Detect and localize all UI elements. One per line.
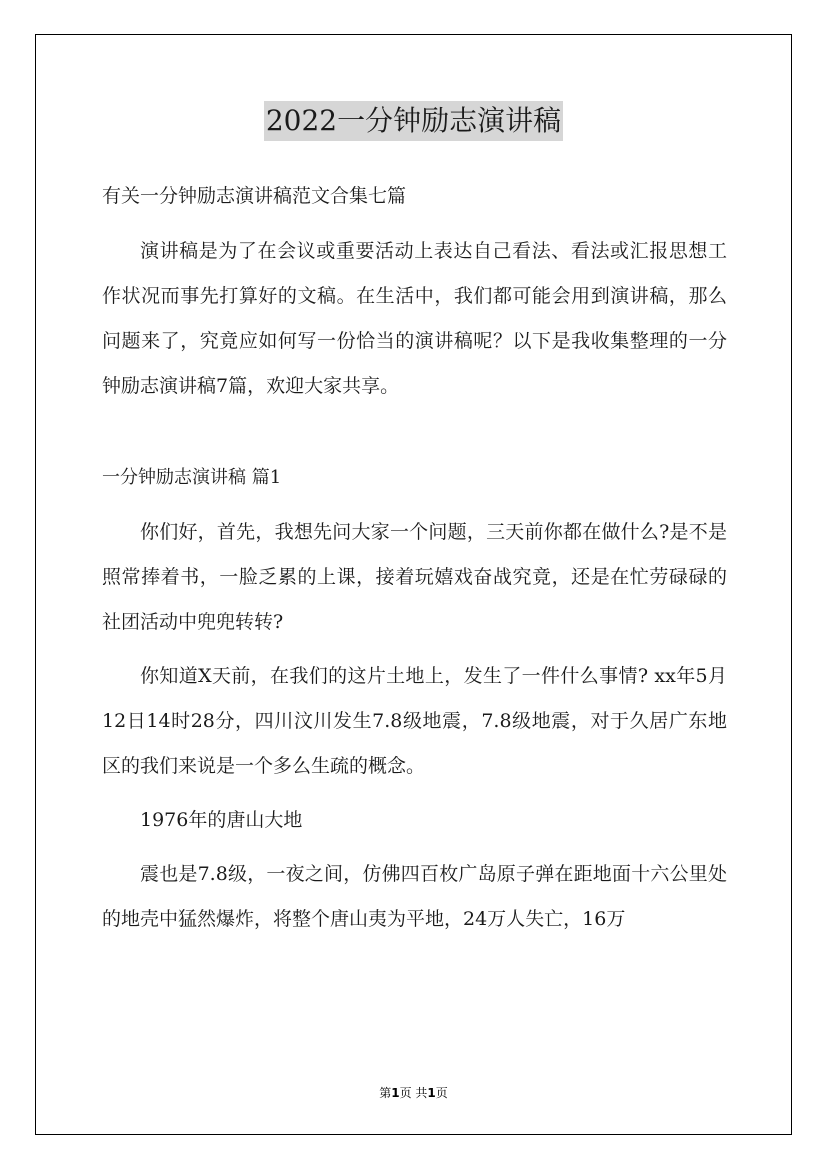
document-subtitle: 有关一分钟励志演讲稿范文合集七篇 (102, 185, 407, 207)
intro-paragraph: 演讲稿是为了在会议或重要活动上表达自己看法、看法或汇报思想工作状况而事先打算好的文稿。在生活中，我们都可能会用到演讲稿，那么问题来了，究竟应如何写一份恰当的演讲稿呢？以下是我收集整理的一分钟励志演讲稿7篇，欢迎大家共享。 (102, 240, 727, 397)
footer-page-number: 1 (391, 1086, 400, 1100)
footer-suffix: 页 (435, 1086, 448, 1100)
body-paragraph: 震也是7.8级，一夜之间，仿佛四百枚广岛原子弹在距地面十六公里处的地壳中猛然爆炸，将整个唐山夷为平地，24万人失亡，16万 (102, 863, 727, 930)
page-footer (0, 1084, 827, 1101)
body-paragraph: 1976年的唐山大地 (140, 809, 303, 831)
footer-prefix: 第 (379, 1086, 392, 1100)
body-paragraph: 你们好，首先，我想先问大家一个问题，三天前你都在做什么?是不是照常捧着书，一脸乏累的上课，接着玩嬉戏奋战究竟，还是在忙劳碌碌的社团活动中兜兜转转? (102, 521, 727, 633)
document-body (102, 174, 727, 942)
document-title: 2022一分钟励志演讲稿 (264, 101, 563, 141)
footer-total-pages: 1 (427, 1086, 436, 1100)
footer-mid: 页 共 (399, 1086, 428, 1100)
body-paragraph: 你知道X天前，在我们的这片土地上，发生了一件什么事情? xx年5月12日14时28分，四川汶川发生7.8级地震，7.8级地震，对于久居广东地区的我们来说是一个多么生疏的概念。 (102, 665, 727, 777)
title-container (0, 101, 827, 141)
section-heading: 一分钟励志演讲稿 篇1 (102, 467, 282, 488)
